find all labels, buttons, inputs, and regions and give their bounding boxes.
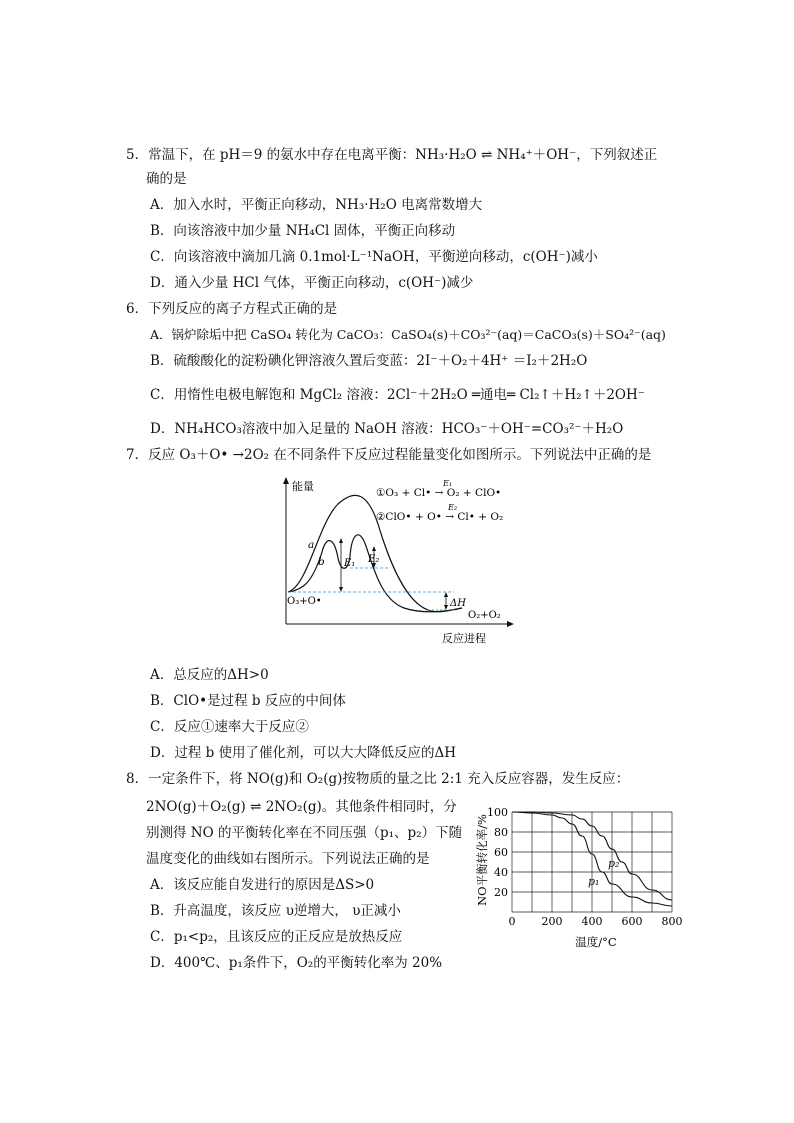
- e1-arrow-head-bottom: [339, 587, 343, 592]
- e2-arrow-head-top: [372, 546, 376, 551]
- eq2-text: ②ClO• + O• → Cl• + O₂: [376, 511, 504, 523]
- dh-arrow-head-bottom: [444, 605, 448, 610]
- y-tick-label: 60: [494, 846, 508, 859]
- q8-option-b: B．升高温度，该反应 υ逆增大， υ正减小: [150, 903, 401, 919]
- energy-y-arrow: [283, 477, 289, 484]
- energy-xlabel: 反应进程: [442, 632, 486, 645]
- q8-stem: 8．一定条件下，将 NO(g)和 O₂(g)按物质的量之比 2:1 充入反应容器，发生反应：: [126, 771, 630, 787]
- q8-option-d: D．400℃、p₁条件下，O₂的平衡转化率为 20%: [150, 955, 443, 971]
- curve-a-label: a: [308, 539, 315, 551]
- q7-option-c: C．反应①速率大于反应②: [150, 719, 309, 735]
- dh-label: ΔH: [450, 598, 466, 609]
- chart-xlabel: 温度/°C: [575, 935, 617, 949]
- x-tick-label: 800: [661, 915, 683, 928]
- reactant-label: O₃+O•: [287, 596, 322, 607]
- y-tick-label: 100: [487, 806, 508, 819]
- x-tick-label: 400: [581, 915, 603, 928]
- q8-option-c: C．p₁<p₂，且该反应的正反应是放热反应: [150, 929, 403, 945]
- energy-x-arrow: [507, 621, 514, 627]
- y-tick-label: 40: [494, 866, 508, 879]
- eq2-arrow-label: E₂: [448, 503, 458, 512]
- q8-stem-line2: 2NO(g)＋O₂(g) ⇌ 2NO₂(g)。其他条件相同时，分: [146, 799, 457, 815]
- q6-option-c: C．用惰性电极电解饱和 MgCl₂ 溶液：2Cl⁻＋2H₂O ═通电═ Cl₂↑＋H₂↑＋2OH⁻: [150, 387, 645, 403]
- chart-ticks: [487, 806, 683, 928]
- product-label: O₂+O₂: [468, 610, 501, 621]
- q7-option-d: D．过程 b 使用了催化剂，可以大大降低反应的ΔH: [150, 745, 457, 761]
- q5-stem: 5．常温下，在 pH＝9 的氨水中存在电离平衡：NH₃·H₂O ⇌ NH₄⁺＋OH⁻，下列叙述正: [126, 147, 658, 163]
- y-tick-label: 20: [494, 886, 508, 899]
- q7-stem: 7．反应 O₃＋O• →2O₂ 在不同条件下反应过程能量变化如图所示。下列说法中正确的是: [126, 447, 652, 463]
- q5-option-b: B．向该溶液中加少量 NH₄Cl 固体，平衡正向移动: [150, 223, 456, 239]
- q6-option-a: A．锅炉除垢中把 CaSO₄ 转化为 CaCO₃：CaSO₄(s)＋CO₃²⁻(aq)＝CaCO₃(s)＋SO₄²⁻(aq): [150, 327, 666, 342]
- q5-option-a: A．加入水时，平衡正向移动，NH₃·H₂O 电离常数增大: [150, 197, 483, 213]
- e1-label: E₁: [344, 558, 356, 569]
- energy-diagram: [278, 474, 518, 650]
- q5-option-d: D．通入少量 HCl 气体，平衡正向移动，c(OH⁻)减少: [150, 275, 474, 291]
- e2-label: E₂: [368, 554, 380, 565]
- conversion-chart: [466, 796, 690, 952]
- series-label-2: p₂: [608, 857, 620, 870]
- q8-stem-line3: 别测得 NO 的平衡转化率在不同压强（p₁、p₂）下随: [146, 825, 463, 841]
- eq1-arrow-label: E₁: [443, 479, 453, 488]
- series-label-1: p₁: [588, 875, 600, 888]
- dh-arrow-head-top: [444, 592, 448, 597]
- eq1-text: ①O₃ + Cl• → O₂ + ClO•: [376, 487, 502, 499]
- x-tick-label: 0: [508, 915, 516, 928]
- q5-option-c: C．向该溶液中滴加几滴 0.1mol·L⁻¹NaOH，平衡逆向移动，c(OH⁻)减小: [150, 249, 598, 265]
- y-tick-label: 80: [494, 826, 508, 839]
- curve-b-label: b: [318, 556, 325, 568]
- q6-option-b: B．硫酸酸化的淀粉碘化钾溶液久置后变蓝：2I⁻＋O₂＋4H⁺ ＝I₂＋2H₂O: [150, 353, 588, 369]
- chart-ylabel: NO平衡转化率/%: [475, 814, 489, 906]
- q7-option-b: B．ClO•是过程 b 反应的中间体: [150, 693, 346, 709]
- q6-option-d: D．NH₄HCO₃溶液中加入足量的 NaOH 溶液：HCO₃⁻＋OH⁻=CO₃²⁻＋H₂O: [150, 421, 624, 437]
- energy-ylabel: 能量: [292, 480, 314, 493]
- e1-arrow-head-top: [339, 538, 343, 543]
- q7-option-a: A．总反应的ΔH>0: [150, 667, 269, 683]
- chart-grid: [512, 812, 672, 912]
- q5-stem-cont: 确的是: [146, 171, 187, 187]
- q8-stem-line4: 温度变化的曲线如右图所示。下列说法正确的是: [146, 851, 430, 867]
- q8-option-a: A．该反应能自发进行的原因是ΔS>0: [150, 877, 375, 893]
- x-tick-label: 200: [541, 915, 563, 928]
- q6-stem: 6．下列反应的离子方程式正确的是: [126, 301, 338, 317]
- x-tick-label: 600: [621, 915, 643, 928]
